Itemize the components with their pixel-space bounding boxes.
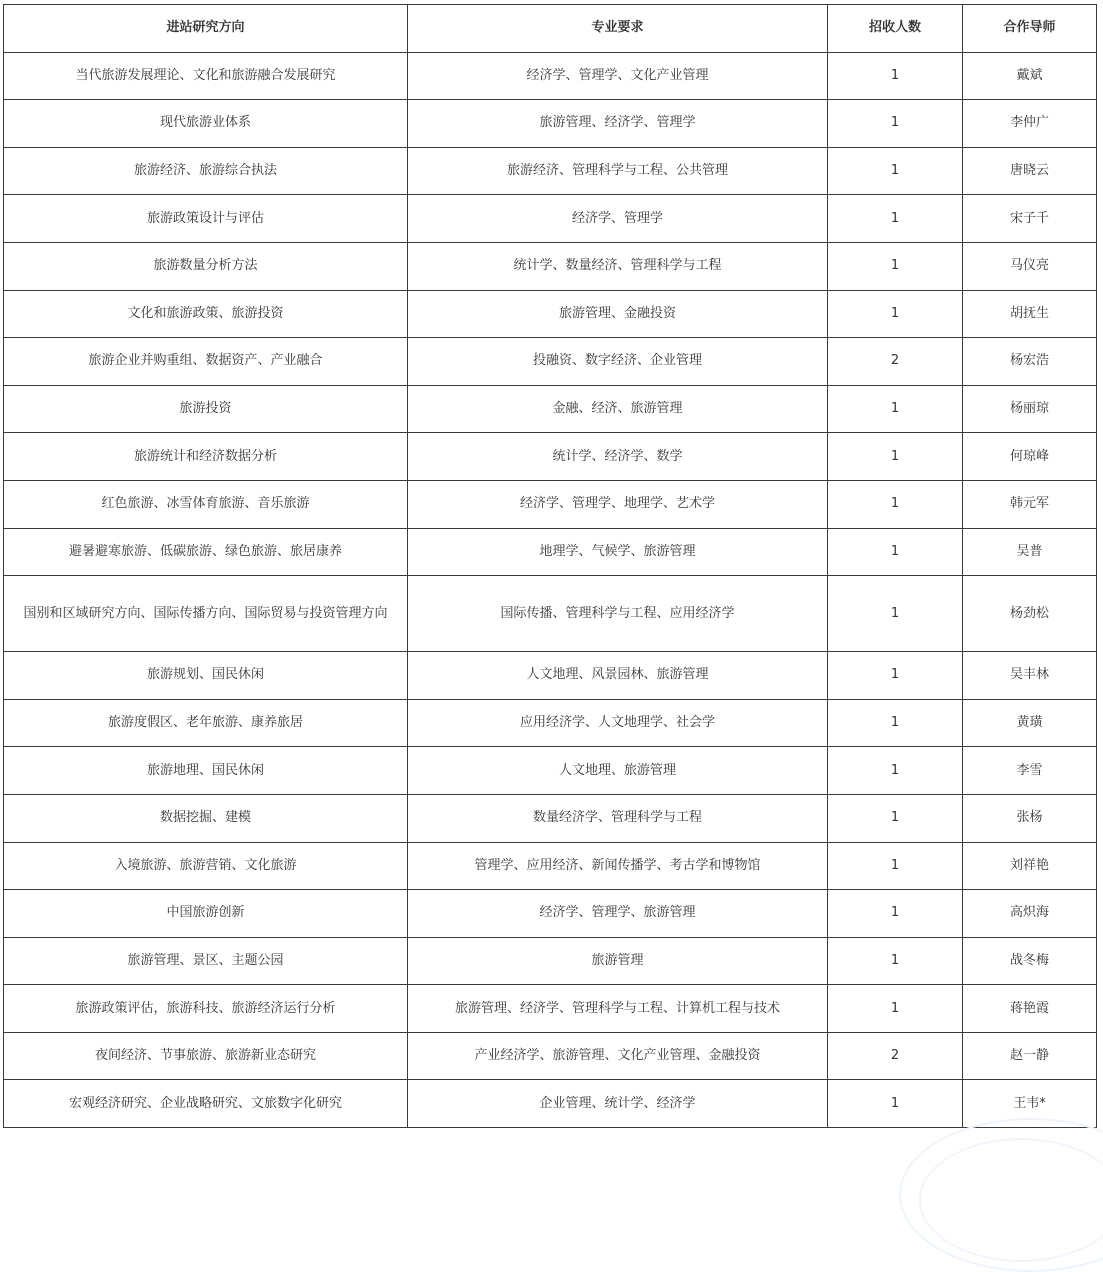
cell-enrollment-count: 1: [828, 747, 963, 795]
cell-research-direction: 旅游数量分析方法: [4, 242, 408, 290]
table-row: [4, 985, 1097, 1033]
cell-enrollment-count: 1: [828, 528, 963, 576]
table-row: [4, 52, 1097, 100]
cell-supervisor: 杨劲松: [963, 576, 1097, 652]
cell-research-direction: 旅游企业并购重组、数据资产、产业融合: [4, 338, 408, 386]
table-body: [4, 52, 1097, 1127]
cell-supervisor: 杨丽琼: [963, 385, 1097, 433]
cell-supervisor: 韩元军: [963, 480, 1097, 528]
cell-major-requirements: 经济学、管理学、地理学、艺术学: [408, 480, 828, 528]
cell-enrollment-count: 2: [828, 338, 963, 386]
table-row: [4, 699, 1097, 747]
cell-supervisor: 马仪亮: [963, 242, 1097, 290]
cell-major-requirements: 统计学、数量经济、管理科学与工程: [408, 242, 828, 290]
cell-research-direction: 旅游规划、国民休闲: [4, 652, 408, 700]
cell-enrollment-count: 1: [828, 576, 963, 652]
cell-supervisor: 高炽海: [963, 890, 1097, 938]
cell-supervisor: 王韦*: [963, 1080, 1097, 1128]
cell-enrollment-count: 1: [828, 794, 963, 842]
table-row: [4, 100, 1097, 148]
cell-research-direction: 宏观经济研究、企业战略研究、文旅数字化研究: [4, 1080, 408, 1128]
cell-major-requirements: 应用经济学、人文地理学、社会学: [408, 699, 828, 747]
watermark-arc: [899, 1118, 1103, 1272]
cell-major-requirements: 投融资、数字经济、企业管理: [408, 338, 828, 386]
cell-supervisor: 李雪: [963, 747, 1097, 795]
cell-major-requirements: 国际传播、管理科学与工程、应用经济学: [408, 576, 828, 652]
table-row: [4, 794, 1097, 842]
cell-research-direction: 现代旅游业体系: [4, 100, 408, 148]
table-row: [4, 242, 1097, 290]
cell-enrollment-count: 2: [828, 1032, 963, 1080]
cell-major-requirements: 产业经济学、旅游管理、文化产业管理、金融投资: [408, 1032, 828, 1080]
cell-major-requirements: 人文地理、旅游管理: [408, 747, 828, 795]
table-row: [4, 652, 1097, 700]
cell-major-requirements: 经济学、管理学: [408, 195, 828, 243]
cell-major-requirements: 经济学、管理学、旅游管理: [408, 890, 828, 938]
cell-research-direction: 旅游投资: [4, 385, 408, 433]
cell-research-direction: 旅游管理、景区、主题公园: [4, 937, 408, 985]
cell-supervisor: 赵一静: [963, 1032, 1097, 1080]
table-header-row: [4, 5, 1097, 53]
watermark-arc-inner: [919, 1138, 1103, 1262]
cell-research-direction: 文化和旅游政策、旅游投资: [4, 290, 408, 338]
table-row: [4, 1032, 1097, 1080]
cell-major-requirements: 数量经济学、管理科学与工程: [408, 794, 828, 842]
cell-supervisor: 李仲广: [963, 100, 1097, 148]
cell-enrollment-count: 1: [828, 433, 963, 481]
cell-research-direction: 数据挖掘、建模: [4, 794, 408, 842]
cell-enrollment-count: 1: [828, 480, 963, 528]
cell-research-direction: 旅游政策评估，旅游科技、旅游经济运行分析: [4, 985, 408, 1033]
header-major-requirements: 专业要求: [408, 5, 828, 53]
cell-supervisor: 黄璜: [963, 699, 1097, 747]
header-research-direction: 进站研究方向: [4, 5, 408, 53]
table-row: [4, 747, 1097, 795]
cell-supervisor: 杨宏浩: [963, 338, 1097, 386]
cell-research-direction: 旅游政策设计与评估: [4, 195, 408, 243]
cell-major-requirements: 旅游管理、经济学、管理科学与工程、计算机工程与技术: [408, 985, 828, 1033]
cell-research-direction: 红色旅游、冰雪体育旅游、音乐旅游: [4, 480, 408, 528]
table-row: [4, 385, 1097, 433]
table-row: [4, 195, 1097, 243]
cell-enrollment-count: 1: [828, 195, 963, 243]
header-enrollment-count: 招收人数: [828, 5, 963, 53]
cell-major-requirements: 旅游管理: [408, 937, 828, 985]
cell-research-direction: 避暑避寒旅游、低碳旅游、绿色旅游、旅居康养: [4, 528, 408, 576]
cell-major-requirements: 旅游管理、金融投资: [408, 290, 828, 338]
header-supervisor: 合作导师: [963, 5, 1097, 53]
cell-research-direction: 旅游度假区、老年旅游、康养旅居: [4, 699, 408, 747]
cell-major-requirements: 旅游管理、经济学、管理学: [408, 100, 828, 148]
cell-supervisor: 张杨: [963, 794, 1097, 842]
table-row: [4, 338, 1097, 386]
cell-enrollment-count: 1: [828, 100, 963, 148]
cell-enrollment-count: 1: [828, 385, 963, 433]
cell-enrollment-count: 1: [828, 699, 963, 747]
cell-enrollment-count: 1: [828, 290, 963, 338]
cell-enrollment-count: 1: [828, 1080, 963, 1128]
cell-major-requirements: 统计学、经济学、数学: [408, 433, 828, 481]
cell-supervisor: 战冬梅: [963, 937, 1097, 985]
cell-research-direction: 入境旅游、旅游营销、文化旅游: [4, 842, 408, 890]
table-row: [4, 528, 1097, 576]
cell-research-direction: 旅游经济、旅游综合执法: [4, 147, 408, 195]
table-row: [4, 1080, 1097, 1128]
cell-supervisor: 刘祥艳: [963, 842, 1097, 890]
cell-major-requirements: 企业管理、统计学、经济学: [408, 1080, 828, 1128]
cell-enrollment-count: 1: [828, 890, 963, 938]
cell-research-direction: 夜间经济、节事旅游、旅游新业态研究: [4, 1032, 408, 1080]
cell-enrollment-count: 1: [828, 937, 963, 985]
table-row: [4, 890, 1097, 938]
cell-enrollment-count: 1: [828, 985, 963, 1033]
cell-major-requirements: 管理学、应用经济、新闻传播学、考古学和博物馆: [408, 842, 828, 890]
cell-enrollment-count: 1: [828, 52, 963, 100]
cell-research-direction: 当代旅游发展理论、文化和旅游融合发展研究: [4, 52, 408, 100]
table-row: [4, 937, 1097, 985]
cell-supervisor: 胡抚生: [963, 290, 1097, 338]
table-row: [4, 576, 1097, 652]
cell-supervisor: 吴普: [963, 528, 1097, 576]
table-row: [4, 842, 1097, 890]
cell-major-requirements: 经济学、管理学、文化产业管理: [408, 52, 828, 100]
cell-enrollment-count: 1: [828, 147, 963, 195]
cell-supervisor: 蒋艳霞: [963, 985, 1097, 1033]
table-row: [4, 480, 1097, 528]
cell-supervisor: 吴丰林: [963, 652, 1097, 700]
cell-major-requirements: 金融、经济、旅游管理: [408, 385, 828, 433]
table-row: [4, 433, 1097, 481]
cell-enrollment-count: 1: [828, 242, 963, 290]
cell-supervisor: 何琼峰: [963, 433, 1097, 481]
cell-research-direction: 中国旅游创新: [4, 890, 408, 938]
cell-enrollment-count: 1: [828, 842, 963, 890]
cell-research-direction: 旅游地理、国民休闲: [4, 747, 408, 795]
cell-enrollment-count: 1: [828, 652, 963, 700]
cell-supervisor: 戴斌: [963, 52, 1097, 100]
table-row: [4, 147, 1097, 195]
cell-supervisor: 唐晓云: [963, 147, 1097, 195]
cell-research-direction: 旅游统计和经济数据分析: [4, 433, 408, 481]
table-row: [4, 290, 1097, 338]
cell-research-direction: 国别和区域研究方向、国际传播方向、国际贸易与投资管理方向: [4, 576, 408, 652]
cell-major-requirements: 旅游经济、管理科学与工程、公共管理: [408, 147, 828, 195]
postdoc-positions-table: [3, 4, 1097, 1128]
cell-major-requirements: 人文地理、风景园林、旅游管理: [408, 652, 828, 700]
cell-supervisor: 宋子千: [963, 195, 1097, 243]
cell-major-requirements: 地理学、气候学、旅游管理: [408, 528, 828, 576]
